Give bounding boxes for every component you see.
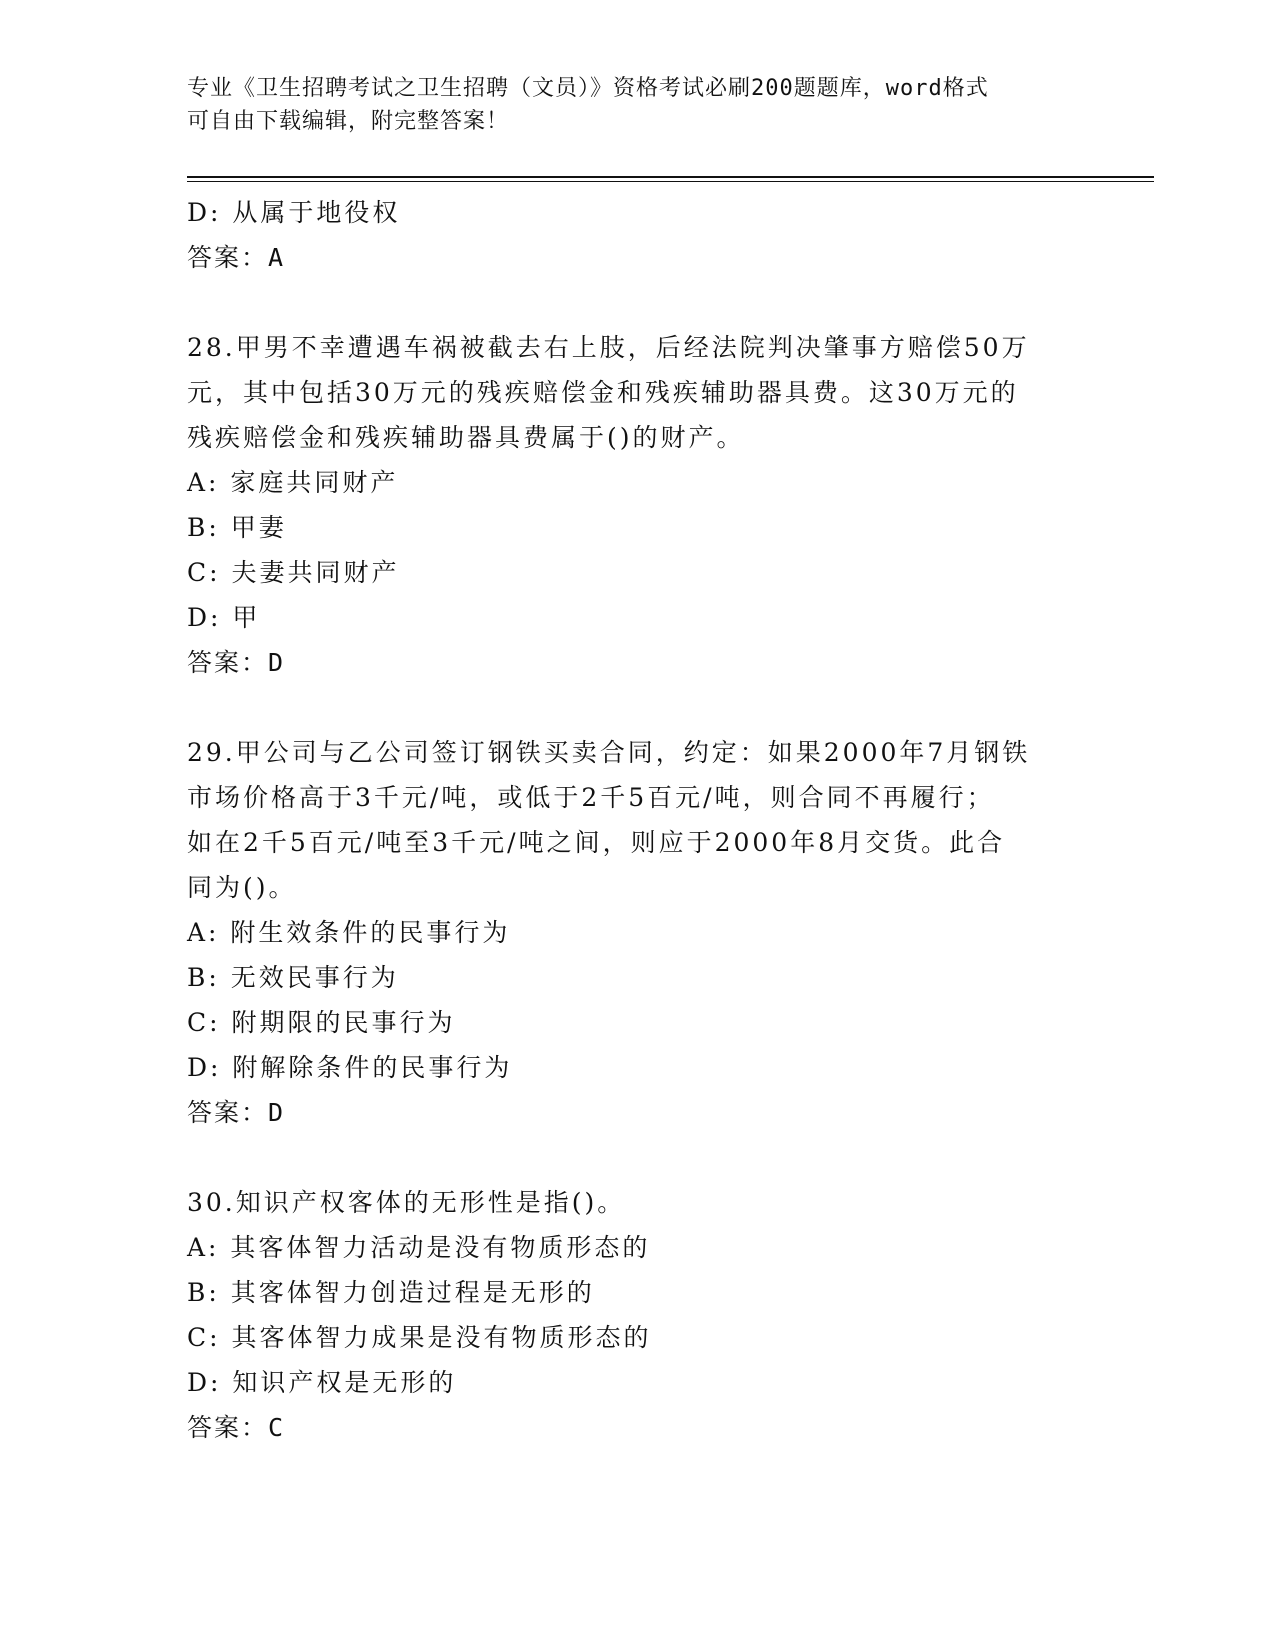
answer-label: 答案： <box>187 243 269 272</box>
option-c: C: 附期限的民事行为 <box>187 1008 456 1037</box>
answer-value: A <box>268 243 286 272</box>
question-content <box>187 190 1087 1450</box>
question-stem-line: 同为()。 <box>187 873 297 902</box>
question-stem-line: 29.甲公司与乙公司签订钢铁买卖合同，约定：如果2000年7月钢铁 <box>187 738 1031 767</box>
option-a: A: 附生效条件的民事行为 <box>187 918 511 947</box>
answer-label: 答案： <box>187 1098 269 1127</box>
option-d: D: 从属于地役权 <box>187 198 401 227</box>
answer-line <box>187 640 1087 685</box>
question-29 <box>187 730 1087 1135</box>
answer-line <box>187 1090 1087 1135</box>
question-28 <box>187 325 1087 685</box>
question-stem-line: 市场价格高于3千元/吨，或低于2千5百元/吨，则合同不再履行； <box>187 783 995 812</box>
answer-label: 答案： <box>187 1413 269 1442</box>
answer-value: D <box>268 1098 286 1127</box>
option-d: D: 知识产权是无形的 <box>187 1368 457 1397</box>
option-a: A: 其客体智力活动是没有物质形态的 <box>187 1233 651 1262</box>
header-rule-thin <box>187 181 1154 182</box>
question-stem-line: 如在2千5百元/吨至3千元/吨之间，则应于2000年8月交货。此合 <box>187 828 1006 857</box>
header-rule-thick <box>187 176 1154 178</box>
option-b: B: 甲妻 <box>187 513 287 542</box>
option-b: B: 无效民事行为 <box>187 963 399 992</box>
question-stem-line: 30.知识产权客体的无形性是指()。 <box>187 1188 626 1217</box>
option-d: D: 附解除条件的民事行为 <box>187 1053 513 1082</box>
header-line-2: 可自由下载编辑，附完整答案！ <box>187 109 510 134</box>
question-30 <box>187 1180 1087 1450</box>
answer-line <box>187 235 1087 280</box>
option-a: A: 家庭共同财产 <box>187 468 399 497</box>
answer-value: C <box>268 1413 286 1442</box>
option-c: C: 其客体智力成果是没有物质形态的 <box>187 1323 652 1352</box>
option-d: D: 甲 <box>187 603 261 632</box>
question-stem-line: 28.甲男不幸遭遇车祸被截去右上肢，后经法院判决肇事方赔偿50万 <box>187 333 1030 362</box>
answer-line <box>187 1405 1087 1450</box>
question-stem-line: 元，其中包括30万元的残疾赔偿金和残疾辅助器具费。这30万元的 <box>187 378 1019 407</box>
header-line-1: 专业《卫生招聘考试之卫生招聘（文员）》资格考试必刷200题题库，word格式 <box>187 76 989 101</box>
answer-value: D <box>268 648 286 677</box>
answer-label: 答案： <box>187 648 269 677</box>
option-c: C: 夫妻共同财产 <box>187 558 400 587</box>
document-header <box>187 72 1067 138</box>
option-b: B: 其客体智力创造过程是无形的 <box>187 1278 595 1307</box>
question-stem-line: 残疾赔偿金和残疾辅助器具费属于()的财产。 <box>187 423 745 452</box>
